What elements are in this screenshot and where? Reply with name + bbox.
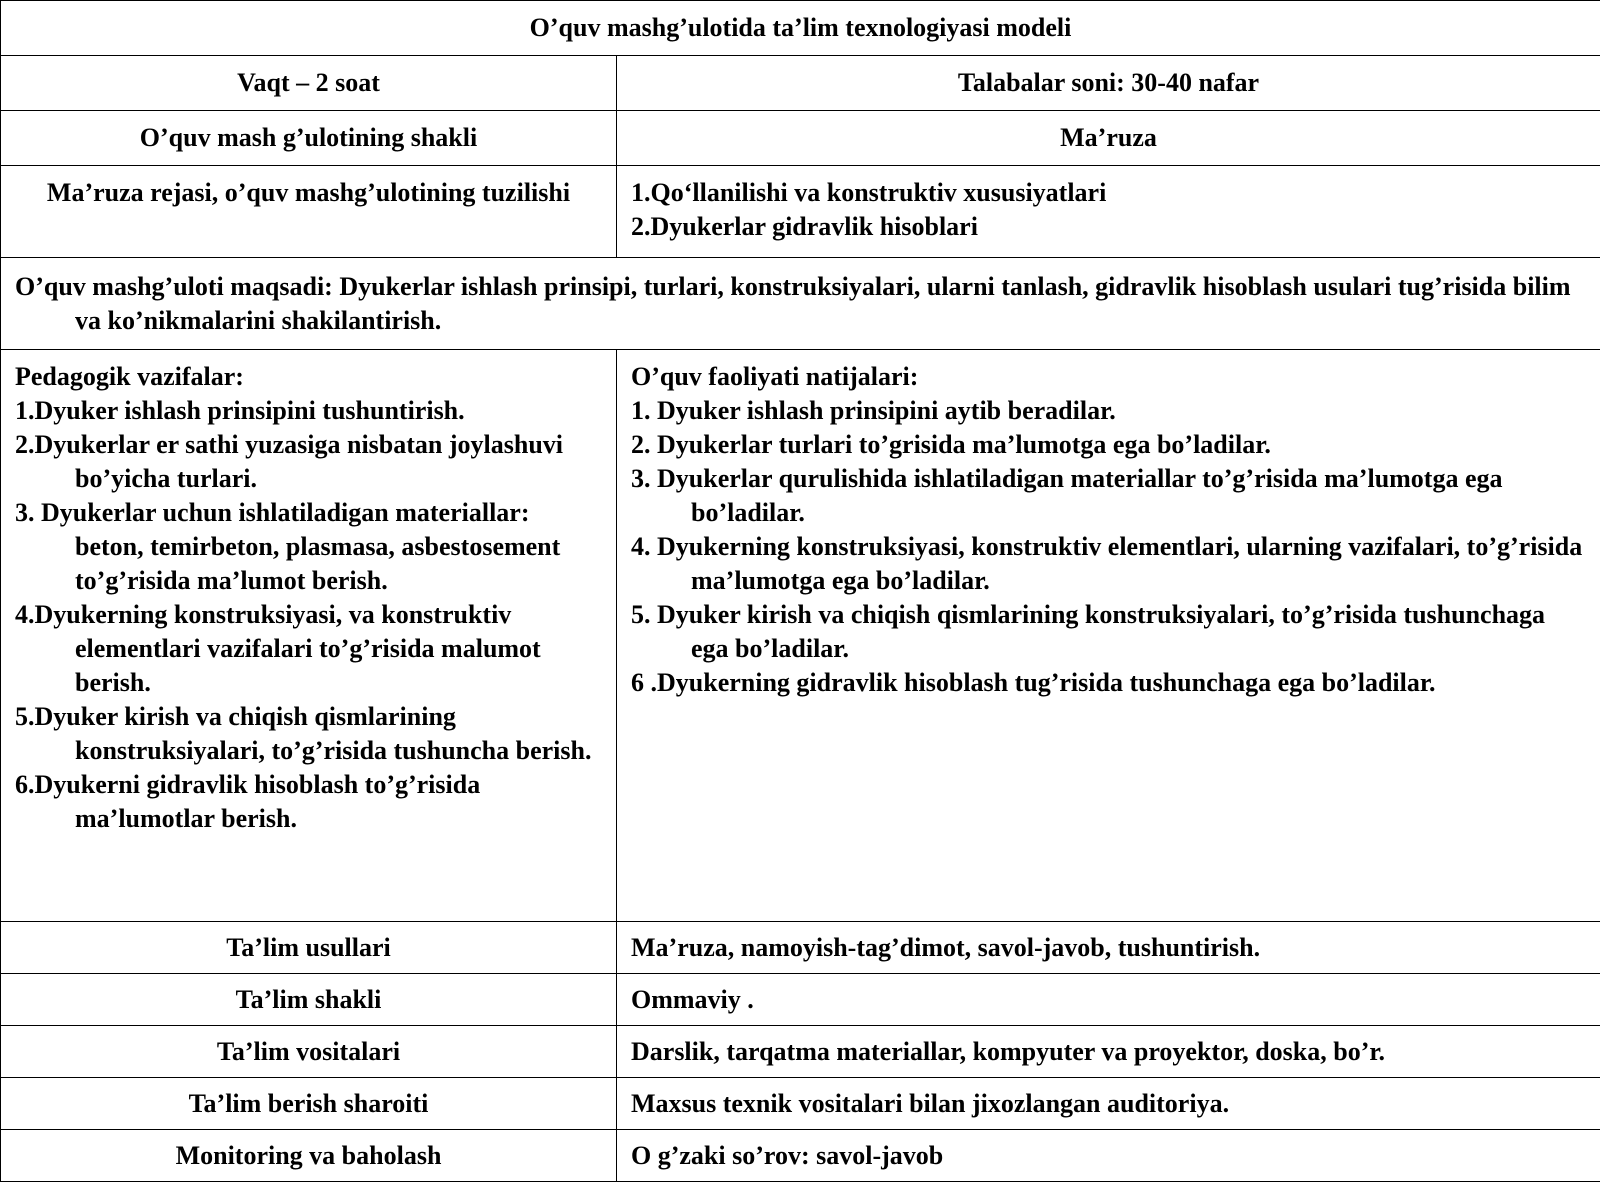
- result-item: 3. Dyukerlar qurulishida ishlatiladigan materiallar to’g’risida ma’lumotga ega bo’ladilar.: [631, 464, 1503, 527]
- task-item: 6.Dyukerni gidravlik hisoblash to’g’risida ma’lumotlar berish.: [15, 770, 481, 833]
- goal-cell: [1, 258, 1600, 350]
- title-row: [1, 1, 1600, 56]
- result-item: 1. Dyuker ishlash prinsipini aytib beradilar.: [631, 396, 1116, 425]
- result-item: 2. Dyukerlar turlari to’grisida ma’lumotga ega bo’ladilar.: [631, 430, 1271, 459]
- conditions-label: Ta’lim berish sharoiti: [1, 1078, 617, 1130]
- form-type-label: Ta’lim shakli: [1, 974, 617, 1026]
- form-type-value: Ommaviy .: [617, 974, 1600, 1026]
- task-item: 5.Dyuker kirish va chiqish qismlarining konstruksiyalari, to’g’risida tushuncha berish.: [15, 702, 592, 765]
- plan-label: Ma’ruza rejasi, o’quv mashg’ulotining tuzilishi: [1, 166, 617, 258]
- monitoring-label: Monitoring va baholash: [1, 1130, 617, 1182]
- plan-row: [1, 166, 1600, 258]
- means-label: Ta’lim vositalari: [1, 1026, 617, 1078]
- task-item: 1.Dyuker ishlash prinsipini tushuntirish.: [15, 396, 465, 425]
- monitoring-value: O g’zaki so’rov: savol-javob: [617, 1130, 1600, 1182]
- results-heading: O’quv faoliyati natijalari:: [631, 362, 919, 391]
- form-value: Ma’ruza: [617, 111, 1600, 166]
- task-item: 2.Dyukerlar er sathi yuzasiga nisbatan joylashuvi bo’yicha turlari.: [15, 430, 564, 493]
- plan-item: 1.Qo‘llanilishi va konstruktiv xususiyatlari: [631, 178, 1107, 207]
- plan-item: 2.Dyukerlar gidravlik hisoblari: [631, 212, 978, 241]
- result-item: 5. Dyuker kirish va chiqish qismlarining konstruksiyalari, to’g’risida tushunchaga ega bo’ladilar.: [631, 600, 1546, 663]
- form-label: O’quv mash g’ulotining shakli: [1, 111, 617, 166]
- task-item: 3. Dyukerlar uchun ishlatiladigan materiallar: beton, temirbeton, plasmasa, asbestosement to’g’risida ma’lumot berish.: [15, 498, 561, 595]
- table-row: [1, 974, 1600, 1026]
- methods-label: Ta’lim usullari: [1, 922, 617, 974]
- time-cell: Vaqt – 2 soat: [1, 56, 617, 111]
- conditions-value: Maxsus texnik vositalari bilan jixozlangan auditoriya.: [617, 1078, 1600, 1130]
- goal-text: O’quv mashg’uloti maqsadi: Dyukerlar ishlash prinsipi, turlari, konstruksiyalari, ularni tanlash, gidravlik hisoblash usulari tug’risida bilim va ko’nikmalarini shakilantirish.: [15, 271, 1571, 335]
- methods-value: Ma’ruza, namoyish-tag’dimot, savol-javob, tushuntirish.: [617, 922, 1600, 974]
- form-row: [1, 111, 1600, 166]
- result-item: 4. Dyukerning konstruksiyasi, konstruktiv elementlari, ularning vazifalari, to’g’risida ma’lumotga ega bo’ladilar.: [631, 532, 1583, 595]
- table-row: [1, 922, 1600, 974]
- table-row: [1, 1130, 1600, 1182]
- task-item: 4.Dyukerning konstruksiyasi, va konstruktiv elementlari vazifalari to’g’risida malumot berish.: [15, 600, 541, 697]
- tasks-results-row: [1, 350, 1600, 922]
- plan-cell: [617, 166, 1600, 258]
- table-row: [1, 1026, 1600, 1078]
- table-row: [1, 1078, 1600, 1130]
- tasks-cell: [1, 350, 617, 922]
- goal-row: [1, 258, 1600, 350]
- table-title: O’quv mashg’ulotida ta’lim texnologiyasi modeli: [1, 1, 1600, 56]
- means-value: Darslik, tarqatma materiallar, kompyuter va proyektor, doska, bo’r.: [617, 1026, 1600, 1078]
- time-row: [1, 56, 1600, 111]
- tasks-heading: Pedagogik vazifalar:: [15, 362, 244, 391]
- students-cell: Talabalar soni: 30-40 nafar: [617, 56, 1600, 111]
- result-item: 6 .Dyukerning gidravlik hisoblash tug’risida tushunchaga ega bo’ladilar.: [631, 668, 1436, 697]
- results-cell: [617, 350, 1600, 922]
